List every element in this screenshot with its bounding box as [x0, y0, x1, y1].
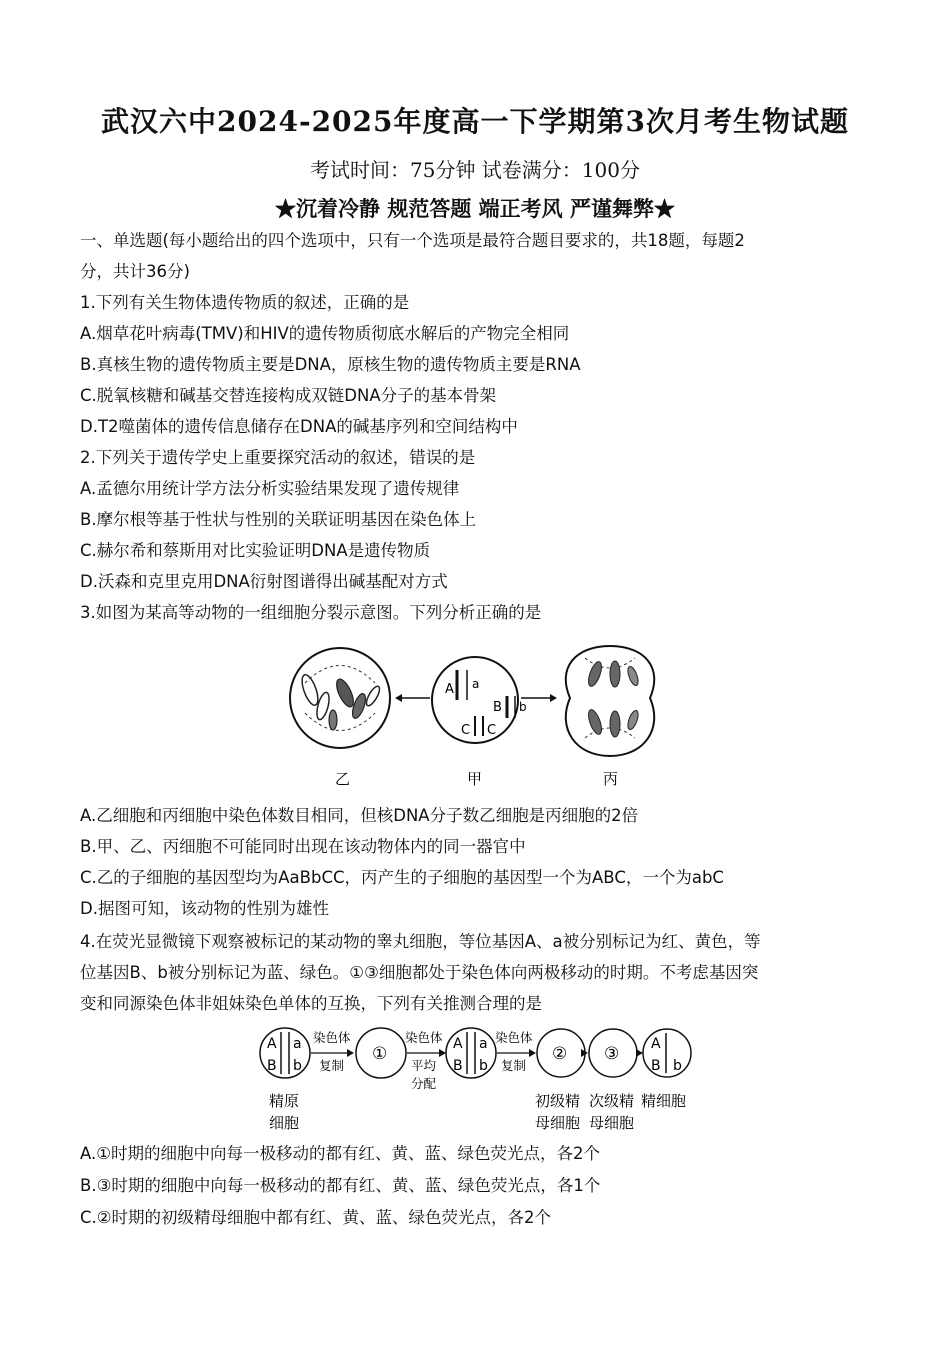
- q3-stem: 3.如图为某高等动物的一组细胞分裂示意图。下列分析正确的是: [80, 603, 542, 622]
- daughter-spermatogonium: [446, 1028, 496, 1078]
- step3-label: 染色体: [495, 1030, 533, 1045]
- gene-A-2: A: [453, 1036, 463, 1052]
- gene-a-2: a: [479, 1036, 488, 1052]
- q1-stem: 1.下列有关生物体遗传物质的叙述，正确的是: [80, 293, 410, 312]
- gene-b-2: b: [479, 1058, 488, 1074]
- cell-bing: [566, 646, 654, 756]
- gene-label-b: b: [519, 700, 527, 714]
- q1-option-c: C.脱氧核糖和碱基交替连接构成双链DNA分子的基本骨架: [80, 386, 497, 405]
- page-title: 武汉六中2024-2025年度高一下学期第3次月考生物试题: [101, 105, 849, 138]
- q2-option-d: D.沃森和克里克用DNA衍射图谱得出碱基配对方式: [80, 572, 448, 591]
- spermatogonium-cell: [260, 1028, 310, 1078]
- section-heading-cont: 分，共计36分): [80, 262, 190, 281]
- q1-option-b: B.真核生物的遗传物质主要是DNA，原核生物的遗传物质主要是RNA: [80, 355, 581, 374]
- q3-option-b: B.甲、乙、丙细胞不可能同时出现在该动物体内的同一器官中: [80, 837, 526, 856]
- cell-label-bing: 丙: [603, 770, 619, 788]
- exam-motto: ★沉着冷静 规范答题 端正考风 严谨舞弊★: [275, 196, 675, 221]
- q4-option-c: C.②时期的初级精母细胞中都有红、黄、蓝、绿色荧光点，各2个: [80, 1208, 552, 1227]
- step1-label: 染色体: [313, 1030, 351, 1045]
- gene-A-3: A: [651, 1036, 661, 1052]
- gene-B-1: B: [267, 1058, 277, 1074]
- q1-option-d: D.T2噬菌体的遗传信息储存在DNA的碱基序列和空间结构中: [80, 417, 518, 436]
- gene-label-B: B: [493, 700, 502, 715]
- sperm-cell: [643, 1029, 691, 1077]
- stage-3-circle: ③: [604, 1044, 620, 1064]
- caption-spermatogonium-b: 细胞: [269, 1114, 300, 1132]
- gene-B-2: B: [453, 1058, 463, 1074]
- q4-spermatogenesis-figure: [255, 1018, 700, 1140]
- q3-option-c: C.乙的子细胞的基因型均为AaBbCC，丙产生的子细胞的基因型一个为ABC，一个为abC: [80, 868, 724, 887]
- cell-yi: [290, 648, 390, 748]
- q4-stem-line3: 变和同源染色体非姐妹染色单体的互换，下列有关推测合理的是: [80, 994, 542, 1013]
- step2-label-b: 平均: [411, 1058, 437, 1073]
- q4-stem-line1: 4.在荧光显微镜下观察被标记的某动物的睾丸细胞，等位基因A、a被分别标记为红、黄色，等: [80, 932, 761, 951]
- gene-b-1: b: [293, 1058, 302, 1074]
- caption-primary-b: 母细胞: [535, 1114, 581, 1132]
- gene-A-1: A: [267, 1036, 277, 1052]
- cell-jia: [432, 657, 527, 743]
- gene-b-3: b: [673, 1058, 682, 1074]
- q2-option-b: B.摩尔根等基于性状与性别的关联证明基因在染色体上: [80, 510, 477, 529]
- stage-1-circle: ①: [372, 1044, 388, 1064]
- cell-label-yi: 乙: [335, 770, 351, 788]
- q2-option-c: C.赫尔希和蔡斯用对比实验证明DNA是遗传物质: [80, 541, 431, 560]
- gene-label-C2: C: [487, 723, 497, 738]
- section-heading: 一、单选题(每小题给出的四个选项中，只有一个选项是最符合题目要求的，共18题，每题2: [80, 231, 745, 250]
- gene-a-1: a: [293, 1036, 302, 1052]
- q1-option-a: A.烟草花叶病毒(TMV)和HIV的遗传物质彻底水解后的产物完全相同: [80, 324, 570, 343]
- q2-option-a: A.孟德尔用统计学方法分析实验结果发现了遗传规律: [80, 479, 460, 498]
- gene-label-A: A: [445, 682, 454, 697]
- stage-2-circle: ②: [552, 1044, 568, 1064]
- caption-secondary-b: 母细胞: [589, 1114, 635, 1132]
- q3-cell-division-figure: [285, 638, 665, 790]
- step3-label-b: 复制: [501, 1058, 527, 1073]
- caption-primary: 初级精: [535, 1092, 581, 1110]
- q3-option-d: D.据图可知，该动物的性别为雄性: [80, 899, 329, 918]
- caption-sperm: 精细胞: [641, 1092, 687, 1110]
- caption-secondary: 次级精: [589, 1092, 635, 1110]
- step1-label-b: 复制: [319, 1058, 345, 1073]
- gene-label-C1: C: [461, 723, 471, 738]
- q3-option-a: A.乙细胞和丙细胞中染色体数目相同，但核DNA分子数乙细胞是丙细胞的2倍: [80, 806, 639, 825]
- exam-info: 考试时间：75分钟 试卷满分：100分: [310, 158, 640, 182]
- gene-label-a: a: [472, 677, 480, 691]
- q4-stem-line2: 位基因B、b被分别标记为蓝、绿色。①③细胞都处于染色体向两极移动的时期。不考虑基因突: [80, 963, 759, 982]
- q4-option-a: A.①时期的细胞中向每一极移动的都有红、黄、蓝、绿色荧光点，各2个: [80, 1144, 601, 1163]
- step2-label: 染色体: [405, 1030, 443, 1045]
- gene-B-3: B: [651, 1058, 661, 1074]
- step2-label-c: 分配: [411, 1076, 437, 1091]
- q2-stem: 2.下列关于遗传学史上重要探究活动的叙述，错误的是: [80, 448, 476, 467]
- cell-label-jia: 甲: [467, 770, 483, 788]
- q4-option-b: B.③时期的细胞中向每一极移动的都有红、黄、蓝、绿色荧光点，各1个: [80, 1176, 601, 1195]
- caption-spermatogonium: 精原: [269, 1092, 300, 1110]
